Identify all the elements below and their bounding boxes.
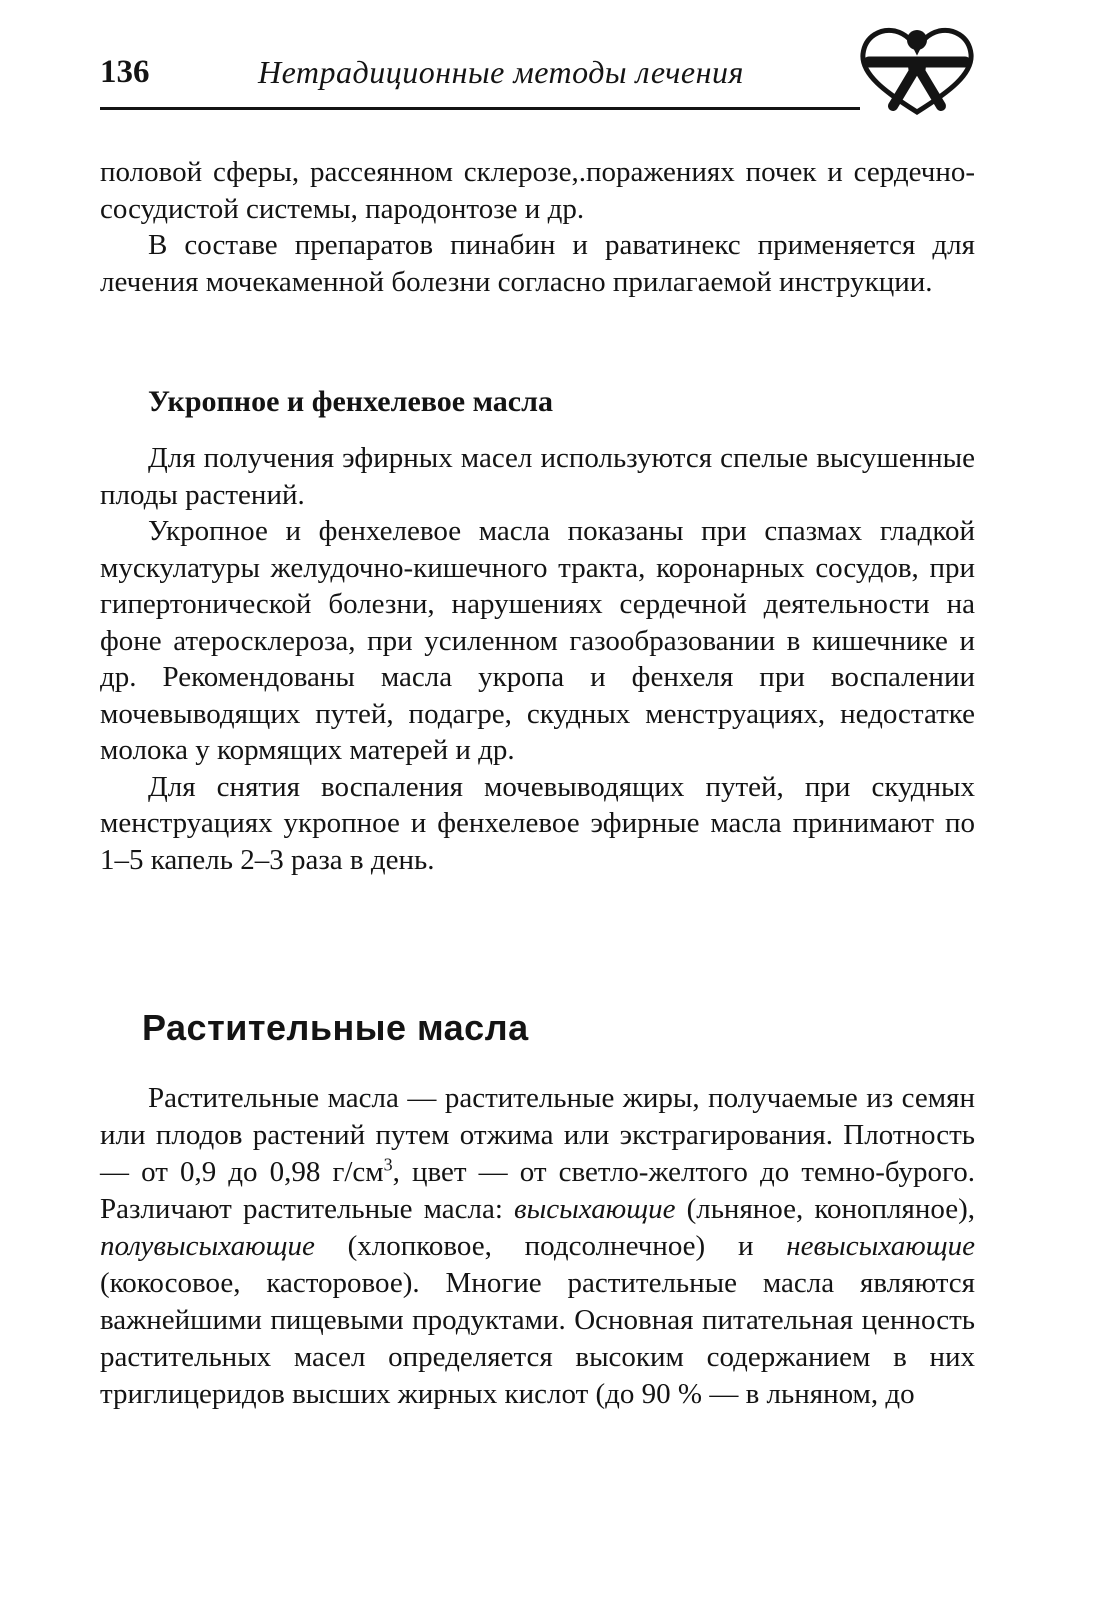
italic-term: невысыхающие [786, 1230, 975, 1262]
text-block-2 [100, 440, 975, 878]
text-run: (кокосовое, касторовое). Многие растительные масла являются важнейшими пищевыми продуктами. Основная питательная ценность растительных масел определяется высоким содержанием в них триглицеридов высших жирных кислот (до 90 % — в льняном, до [100, 1267, 975, 1410]
text-block-1 [100, 154, 975, 300]
paragraph: Укропное и фенхелевое масла показаны при спазмах гладкой мускулатуры желудочно-кишечного тракта, коронарных сосудов, при гипертонической болезни, нарушениях сердечной деятельности на фоне атеросклероза, при усиленном газообразовании в кишечнике и др. Рекомендованы масла укропа и фенхеля при воспалении мочевыводящих путей, подагре, скудных менструациях, недостатке молока у кормящих матерей и др. [100, 515, 975, 766]
header-rule [100, 107, 860, 110]
page-number: 136 [100, 54, 150, 90]
paragraph: половой сферы, рассеянном склерозе,.поражениях почек и сердечно-сосудистой системы, пародонтозе и др. [100, 156, 975, 225]
text-run: , цвет — от светло-желтого до темно-бурого. Различают растительные масла: [100, 1156, 975, 1225]
text-run: (хлопковое, подсолнечное) и [314, 1230, 787, 1262]
italic-term: полувысыхающие [100, 1230, 315, 1262]
superscript: 3 [383, 1154, 393, 1175]
stick-figure-in-heart-logo-icon [855, 22, 980, 120]
paragraph [100, 1080, 975, 1413]
text-run: (льняное, конопляное), [675, 1193, 975, 1225]
running-head [100, 52, 870, 102]
running-title: Нетрадиционные методы лечения [258, 54, 744, 90]
italic-term: высыхающие [514, 1193, 676, 1225]
text-run: Растительные масла — растительные жиры, получаемые из семян или плодов растений путем отжима или экстрагирования. Плотность — от 0,9 до 0,98 г/см [100, 1082, 975, 1188]
paragraph: В составе препаратов пинабин и раватинекс применяется для лечения мочекаменной болезни согласно прилагаемой инструкции. [100, 229, 975, 298]
subheading: Укропное и фенхелевое масла [148, 385, 553, 418]
text-block-3 [100, 1080, 975, 1413]
paragraph: Для снятия воспаления мочевыводящих путей, при скудных менструациях укропное и фенхелевое эфирные масла принимают по 1–5 капель 2–3 раза в день. [100, 770, 975, 876]
paragraph: Для получения эфирных масел используются спелые высушенные плоды растений. [100, 442, 975, 511]
section-heading: Растительные масла [142, 1007, 529, 1048]
